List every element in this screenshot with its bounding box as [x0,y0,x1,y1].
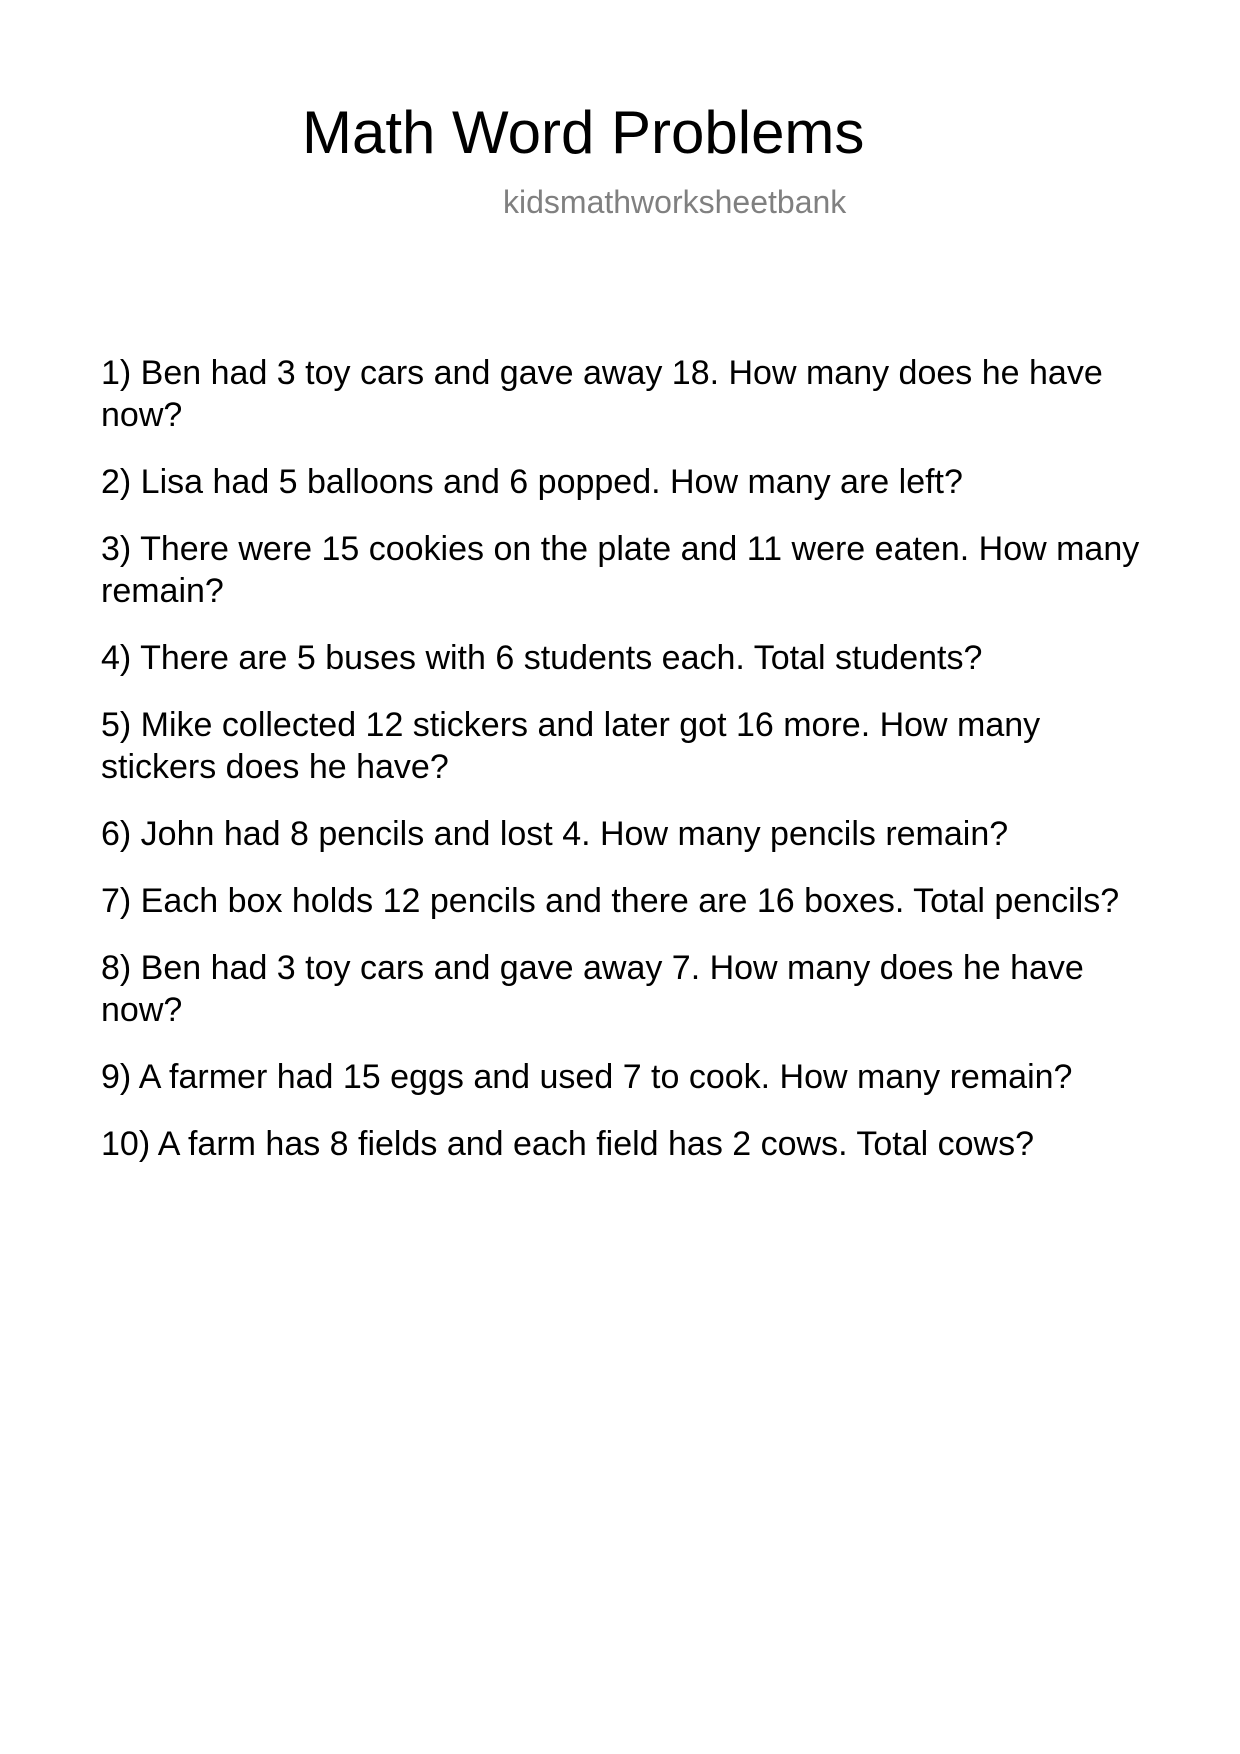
page-subtitle: kidsmathworksheetbank [503,184,847,220]
problem-4: 4) There are 5 buses with 6 students each. Total students? [101,639,983,677]
problem-3: 3) There were 15 cookies on the plate and 11 were eaten. How many remain? [101,530,1140,610]
problem-9: 9) A farmer had 15 eggs and used 7 to cook. How many remain? [101,1058,1073,1096]
problem-7: 7) Each box holds 12 pencils and there are 16 boxes. Total pencils? [101,882,1120,920]
problem-8: 8) Ben had 3 toy cars and gave away 7. How many does he have now? [101,949,1084,1029]
problem-5: 5) Mike collected 12 stickers and later got 16 more. How many stickers does he have? [101,706,1041,786]
page-title: Math Word Problems [302,99,865,166]
problem-2: 2) Lisa had 5 balloons and 6 popped. How many are left? [101,463,963,501]
problem-1: 1) Ben had 3 toy cars and gave away 18. How many does he have now? [101,354,1103,434]
problem-list [101,352,1151,1190]
problem-10: 10) A farm has 8 fields and each field has 2 cows. Total cows? [101,1125,1035,1163]
problem-6: 6) John had 8 pencils and lost 4. How many pencils remain? [101,815,1009,853]
